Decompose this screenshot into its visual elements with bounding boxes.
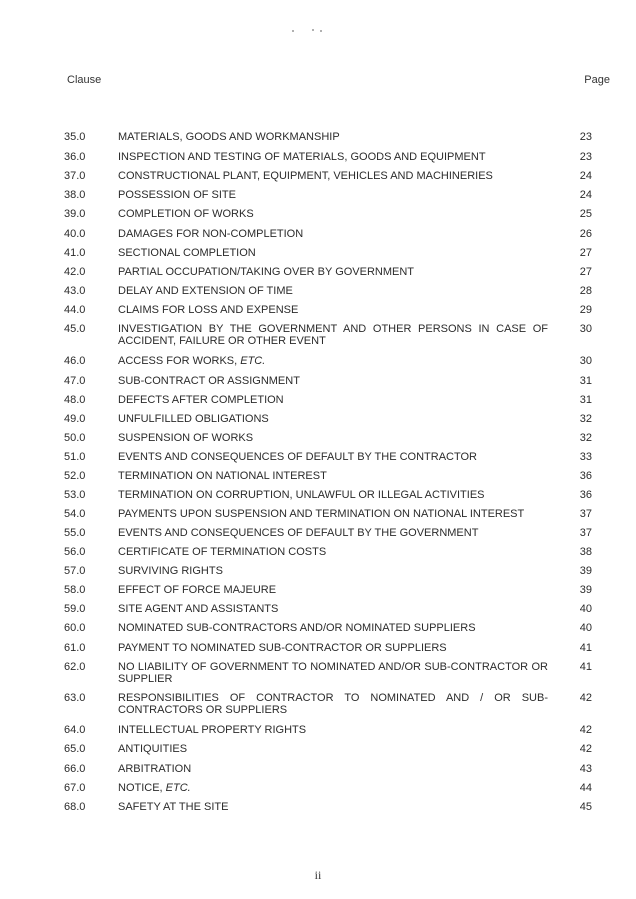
clause-number: 59.0: [64, 603, 86, 615]
clause-number: 52.0: [64, 470, 86, 482]
clause-number: 61.0: [64, 642, 86, 654]
clause-title: [118, 394, 548, 406]
clause-title: [118, 375, 548, 387]
clause-title: [118, 247, 548, 259]
clause-title-text: INVESTIGATION BY THE GOVERNMENT AND OTHER PERSONS IN CASE OF ACCIDENT, FAILURE OR OTHER EVENT: [118, 323, 548, 347]
clause-number: 63.0: [64, 692, 86, 704]
clause-title-text: UNFULFILLED OBLIGATIONS: [118, 413, 269, 425]
clause-title-text: SAFETY AT THE SITE: [118, 801, 229, 813]
page-reference: 31: [579, 394, 592, 406]
clause-title-text: DAMAGES FOR NON-COMPLETION: [118, 228, 304, 240]
clause-number: 57.0: [64, 565, 86, 577]
page-reference: 32: [579, 432, 592, 444]
clause-title-text: SITE AGENT AND ASSISTANTS: [118, 603, 279, 615]
page-reference: 37: [579, 527, 592, 539]
clause-title-text: TERMINATION ON CORRUPTION, UNLAWFUL OR ILLEGAL ACTIVITIES: [118, 489, 485, 501]
page-reference: 30: [579, 355, 592, 367]
clause-title-text: RESPONSIBILITIES OF CONTRACTOR TO NOMINATED AND / OR SUB-CONTRACTORS OR SUPPLIERS: [118, 692, 548, 716]
scan-speck: [320, 30, 322, 32]
clause-number: 38.0: [64, 189, 86, 201]
clause-title: [118, 323, 548, 347]
clause-title: [118, 208, 548, 220]
clause-title: [118, 489, 548, 501]
clause-title: [118, 413, 548, 425]
clause-title: [118, 527, 548, 539]
clause-title-text: EVENTS AND CONSEQUENCES OF DEFAULT BY THE GOVERNMENT: [118, 527, 479, 539]
clause-title-text: DELAY AND EXTENSION OF TIME: [118, 285, 293, 297]
clause-title-text: NO LIABILITY OF GOVERNMENT TO NOMINATED AND/OR SUB-CONTRACTOR OR SUPPLIER: [118, 661, 548, 685]
clause-title: [118, 432, 548, 444]
clause-number: 68.0: [64, 801, 86, 813]
clause-number: 47.0: [64, 375, 86, 387]
clause-title-text: PAYMENTS UPON SUSPENSION AND TERMINATION ON NATIONAL INTEREST: [118, 508, 525, 520]
clause-number: 42.0: [64, 266, 86, 278]
clause-number: 45.0: [64, 323, 86, 335]
page-number: ii: [314, 868, 322, 882]
clause-title-text: NOMINATED SUB-CONTRACTORS AND/OR NOMINATED SUPPLIERS: [118, 622, 476, 634]
clause-title-text: ANTIQUITIES: [118, 743, 188, 755]
clause-number: 55.0: [64, 527, 86, 539]
clause-title: [118, 228, 548, 240]
clause-title: [118, 508, 548, 520]
clause-number: 37.0: [64, 170, 86, 182]
page-reference: 44: [579, 782, 592, 794]
page-reference: 27: [579, 266, 592, 278]
clause-number: 60.0: [64, 622, 86, 634]
clause-title-text: COMPLETION OF WORKS: [118, 208, 254, 220]
page-reference: 23: [579, 151, 592, 163]
clause-number: 51.0: [64, 451, 86, 463]
clause-title: [118, 285, 548, 297]
clause-number: 36.0: [64, 151, 86, 163]
clause-number: 64.0: [64, 724, 86, 736]
clause-title: [118, 565, 548, 577]
clause-title: [118, 692, 548, 716]
clause-title: [118, 451, 548, 463]
clause-title-text: SURVIVING RIGHTS: [118, 565, 223, 577]
clause-title-text: POSSESSION OF SITE: [118, 189, 236, 201]
clause-number: 49.0: [64, 413, 86, 425]
clause-title: [118, 763, 548, 775]
page-column-header: Page: [584, 74, 610, 86]
page-reference: 28: [579, 285, 592, 297]
page-reference: 32: [579, 413, 592, 425]
clause-number: 44.0: [64, 304, 86, 316]
clause-title-text: PAYMENT TO NOMINATED SUB-CONTRACTOR OR SUPPLIERS: [118, 642, 447, 654]
clause-number: 53.0: [64, 489, 86, 501]
clause-title: [118, 661, 548, 685]
clause-number: 62.0: [64, 661, 86, 673]
clause-title-text: SUSPENSION OF WORKS: [118, 432, 254, 444]
page-reference: 26: [579, 228, 592, 240]
clause-title: [118, 743, 548, 755]
page-reference: 39: [579, 565, 592, 577]
scan-speck: [312, 29, 314, 31]
page-reference: 27: [579, 247, 592, 259]
clause-title: [118, 470, 548, 482]
clause-title-text: EVENTS AND CONSEQUENCES OF DEFAULT BY THE CONTRACTOR: [118, 451, 477, 463]
clause-title-text: CONSTRUCTIONAL PLANT, EQUIPMENT, VEHICLES AND MACHINERIES: [118, 170, 493, 182]
page-reference: 41: [579, 661, 592, 673]
page-reference: 24: [579, 170, 592, 182]
clause-title-text: INSPECTION AND TESTING OF MATERIALS, GOODS AND EQUIPMENT: [118, 151, 486, 163]
clause-title-text: CERTIFICATE OF TERMINATION COSTS: [118, 546, 327, 558]
page-reference: 42: [579, 743, 592, 755]
page-reference: 36: [579, 489, 592, 501]
clause-number: 48.0: [64, 394, 86, 406]
clause-title: [118, 151, 548, 163]
clause-number: 40.0: [64, 228, 86, 240]
page-reference: 31: [579, 375, 592, 387]
page-reference: 25: [579, 208, 592, 220]
clause-title: [118, 546, 548, 558]
clause-title: [118, 724, 548, 736]
clause-title: [118, 622, 548, 634]
clause-number: 39.0: [64, 208, 86, 220]
clause-number: 46.0: [64, 355, 86, 367]
clause-title: [118, 801, 548, 813]
clause-number: 35.0: [64, 131, 86, 143]
page-reference: 40: [579, 622, 592, 634]
clause-title-text: EFFECT OF FORCE MAJEURE: [118, 584, 277, 596]
page-reference: 38: [579, 546, 592, 558]
clause-title-text: PARTIAL OCCUPATION/TAKING OVER BY GOVERNMENT: [118, 266, 415, 278]
clause-title-italic: ETC.: [165, 782, 191, 794]
clause-title-text: INTELLECTUAL PROPERTY RIGHTS: [118, 724, 307, 736]
page-reference: 43: [579, 763, 592, 775]
clause-number: 67.0: [64, 782, 86, 794]
clause-number: 65.0: [64, 743, 86, 755]
page-reference: 42: [579, 692, 592, 704]
clause-title-text: MATERIALS, GOODS AND WORKMANSHIP: [118, 131, 340, 143]
page-reference: 41: [579, 642, 592, 654]
clause-column-header: Clause: [67, 74, 102, 86]
page-reference: 29: [579, 304, 592, 316]
page-reference: 37: [579, 508, 592, 520]
clause-title-text: CLAIMS FOR LOSS AND EXPENSE: [118, 304, 299, 316]
clause-title-text: ACCESS FOR WORKS,: [118, 355, 241, 367]
clause-title: [118, 355, 548, 367]
page-reference: 23: [579, 131, 592, 143]
clause-title: [118, 304, 548, 316]
clause-title: [118, 189, 548, 201]
page-reference: 42: [579, 724, 592, 736]
page-reference: 36: [579, 470, 592, 482]
clause-title: [118, 603, 548, 615]
page-reference: 40: [579, 603, 592, 615]
clause-title-italic: ETC.: [240, 355, 266, 367]
clause-title: [118, 170, 548, 182]
page-reference: 45: [579, 801, 592, 813]
clause-title: [118, 642, 548, 654]
page-reference: 33: [579, 451, 592, 463]
clause-number: 50.0: [64, 432, 86, 444]
clause-number: 41.0: [64, 247, 86, 259]
clause-title: [118, 266, 548, 278]
clause-title: [118, 782, 548, 794]
clause-title: [118, 131, 548, 143]
clause-number: 43.0: [64, 285, 86, 297]
page-reference: 24: [579, 189, 592, 201]
clause-number: 58.0: [64, 584, 86, 596]
clause-title-text: SECTIONAL COMPLETION: [118, 247, 256, 259]
page-reference: 30: [579, 323, 592, 335]
clause-number: 66.0: [64, 763, 86, 775]
clause-title-text: SUB-CONTRACT OR ASSIGNMENT: [118, 375, 300, 387]
clause-number: 56.0: [64, 546, 86, 558]
clause-title-text: NOTICE,: [118, 782, 166, 794]
clause-title: [118, 584, 548, 596]
clause-title-text: TERMINATION ON NATIONAL INTEREST: [118, 470, 327, 482]
scan-speck: [292, 30, 294, 32]
clause-title-text: DEFECTS AFTER COMPLETION: [118, 394, 284, 406]
page-reference: 39: [579, 584, 592, 596]
clause-number: 54.0: [64, 508, 86, 520]
clause-title-text: ARBITRATION: [118, 763, 192, 775]
